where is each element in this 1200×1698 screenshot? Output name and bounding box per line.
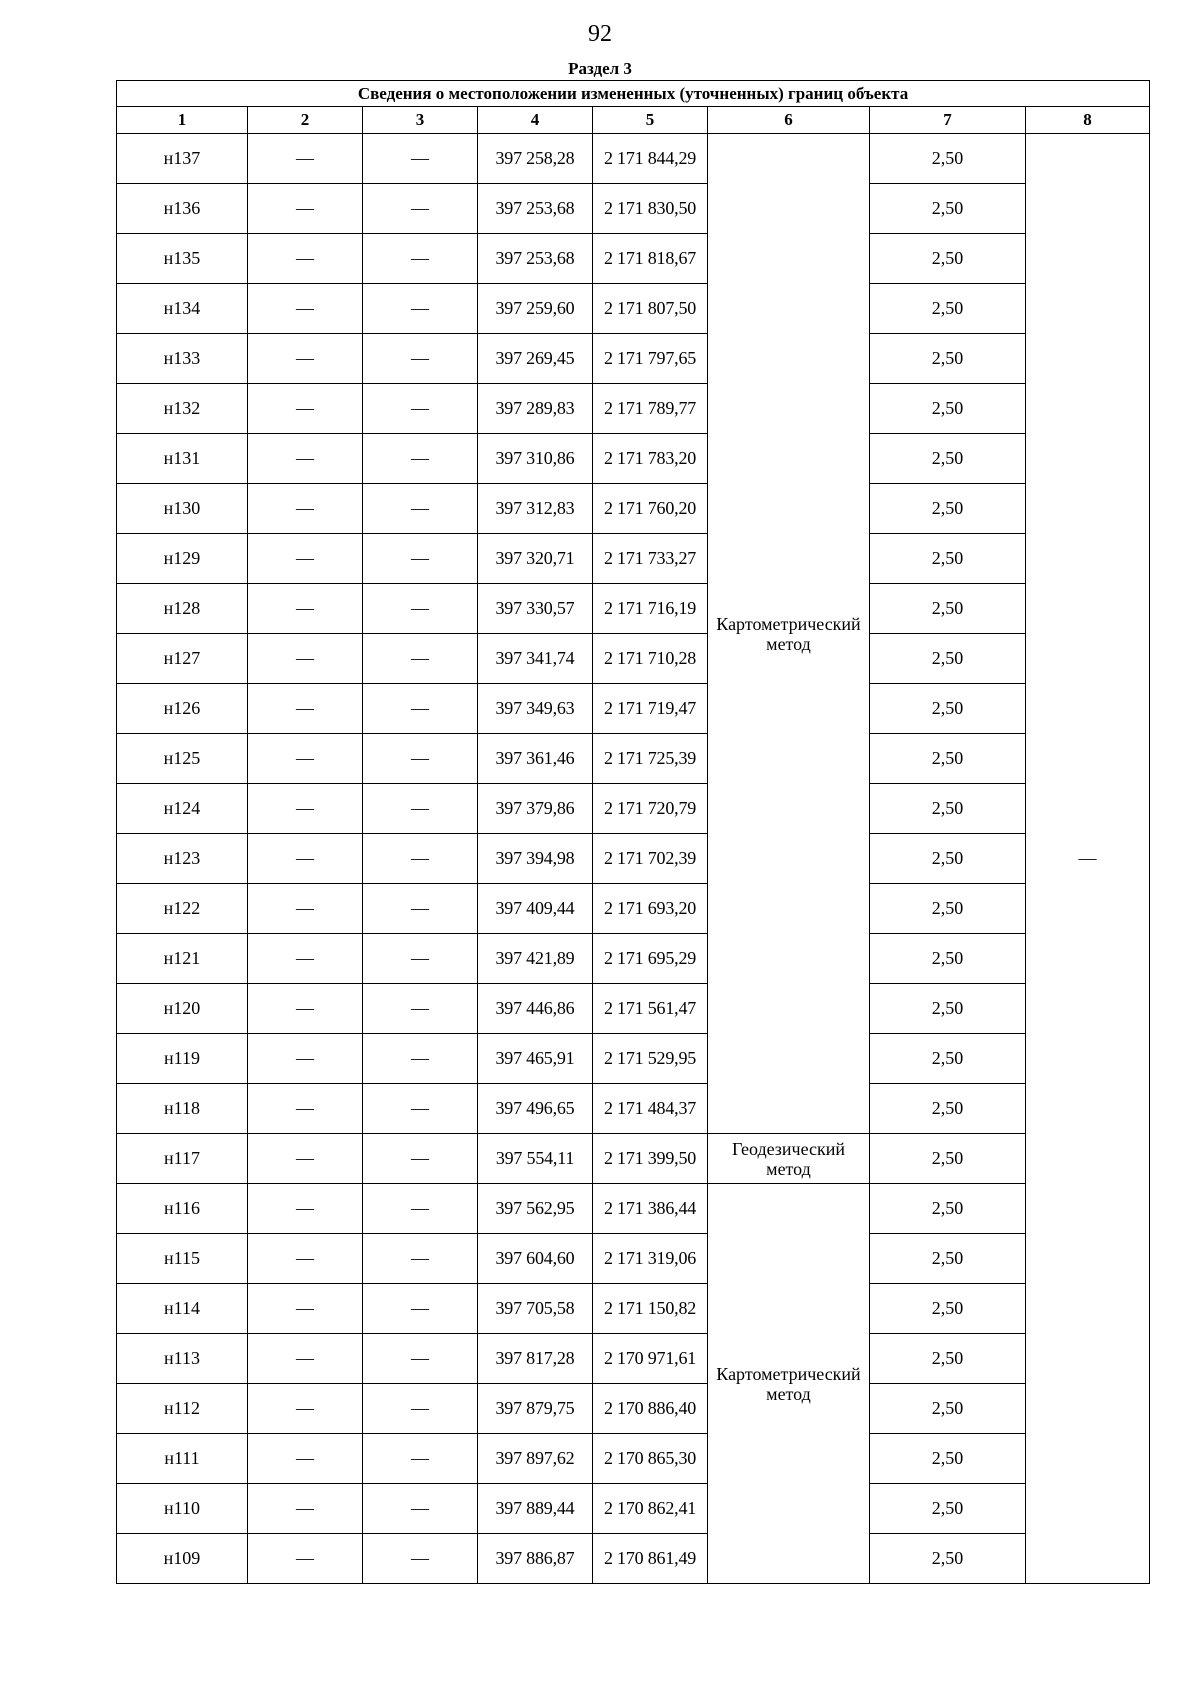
x-coordinate-cell: 397 349,63 [478, 684, 593, 734]
table-row [117, 834, 1150, 884]
accuracy-cell: 2,50 [870, 584, 1026, 634]
table-row [117, 334, 1150, 384]
column-2-cell: — [248, 934, 363, 984]
table-row [117, 384, 1150, 434]
x-coordinate-cell: 397 705,58 [478, 1284, 593, 1334]
point-number-cell: н135 [117, 234, 248, 284]
column-number: 2 [248, 107, 363, 134]
column-2-cell: — [248, 234, 363, 284]
accuracy-cell: 2,50 [870, 434, 1026, 484]
column-3-cell: — [363, 884, 478, 934]
column-2-cell: — [248, 184, 363, 234]
column-3-cell: — [363, 234, 478, 284]
accuracy-cell: 2,50 [870, 284, 1026, 334]
section-title: Раздел 3 [568, 59, 632, 78]
y-coordinate-cell: 2 171 789,77 [593, 384, 708, 434]
table-row [117, 1234, 1150, 1284]
accuracy-cell: 2,50 [870, 1534, 1026, 1584]
y-coordinate-cell: 2 171 484,37 [593, 1084, 708, 1134]
point-number-cell: н128 [117, 584, 248, 634]
column-3-cell: — [363, 334, 478, 384]
accuracy-cell: 2,50 [870, 1134, 1026, 1184]
y-coordinate-cell: 2 171 830,50 [593, 184, 708, 234]
x-coordinate-cell: 397 879,75 [478, 1384, 593, 1434]
point-number-cell: н111 [117, 1434, 248, 1484]
y-coordinate-cell: 2 171 561,47 [593, 984, 708, 1034]
column-2-cell: — [248, 334, 363, 384]
table-row [117, 134, 1150, 184]
table-row [117, 484, 1150, 534]
table-row [117, 234, 1150, 284]
column-2-cell: — [248, 1134, 363, 1184]
accuracy-cell: 2,50 [870, 1484, 1026, 1534]
point-number-cell: н113 [117, 1334, 248, 1384]
point-number-cell: н119 [117, 1034, 248, 1084]
point-number-cell: н116 [117, 1184, 248, 1234]
column-2-cell: — [248, 834, 363, 884]
accuracy-cell: 2,50 [870, 934, 1026, 984]
column-number: 4 [478, 107, 593, 134]
y-coordinate-cell: 2 171 720,79 [593, 784, 708, 834]
column-3-cell: — [363, 1484, 478, 1534]
y-coordinate-cell: 2 171 716,19 [593, 584, 708, 634]
y-coordinate-cell: 2 171 710,28 [593, 634, 708, 684]
column-3-cell: — [363, 1084, 478, 1134]
column-2-cell: — [248, 584, 363, 634]
table-row [117, 434, 1150, 484]
method-cell: Картометрический метод [708, 134, 870, 1134]
column-2-cell: — [248, 384, 363, 434]
point-number-cell: н126 [117, 684, 248, 734]
column-number: 5 [593, 107, 708, 134]
accuracy-cell: 2,50 [870, 1384, 1026, 1434]
y-coordinate-cell: 2 171 529,95 [593, 1034, 708, 1084]
column-2-cell: — [248, 284, 363, 334]
accuracy-cell: 2,50 [870, 1284, 1026, 1334]
point-number-cell: н114 [117, 1284, 248, 1334]
column-2-cell: — [248, 1534, 363, 1584]
column-3-cell: — [363, 784, 478, 834]
table-row [117, 584, 1150, 634]
table-row [117, 734, 1150, 784]
point-number-cell: н132 [117, 384, 248, 434]
y-coordinate-cell: 2 171 760,20 [593, 484, 708, 534]
x-coordinate-cell: 397 258,28 [478, 134, 593, 184]
table-row [117, 1534, 1150, 1584]
table-row [117, 684, 1150, 734]
accuracy-cell: 2,50 [870, 384, 1026, 434]
column-2-cell: — [248, 534, 363, 584]
y-coordinate-cell: 2 171 693,20 [593, 884, 708, 934]
accuracy-cell: 2,50 [870, 1034, 1026, 1084]
x-coordinate-cell: 397 253,68 [478, 184, 593, 234]
column-2-cell: — [248, 1084, 363, 1134]
x-coordinate-cell: 397 562,95 [478, 1184, 593, 1234]
y-coordinate-cell: 2 171 695,29 [593, 934, 708, 984]
column-3-cell: — [363, 834, 478, 884]
y-coordinate-cell: 2 171 150,82 [593, 1284, 708, 1334]
column-8-cell: — [1026, 134, 1150, 1584]
table-row [117, 1484, 1150, 1534]
column-3-cell: — [363, 1034, 478, 1084]
y-coordinate-cell: 2 171 319,06 [593, 1234, 708, 1284]
accuracy-cell: 2,50 [870, 984, 1026, 1034]
point-number-cell: н127 [117, 634, 248, 684]
accuracy-cell: 2,50 [870, 734, 1026, 784]
column-3-cell: — [363, 484, 478, 534]
column-3-cell: — [363, 384, 478, 434]
column-number: 7 [870, 107, 1026, 134]
y-coordinate-cell: 2 171 783,20 [593, 434, 708, 484]
point-number-cell: н136 [117, 184, 248, 234]
x-coordinate-cell: 397 817,28 [478, 1334, 593, 1384]
column-3-cell: — [363, 134, 478, 184]
x-coordinate-cell: 397 604,60 [478, 1234, 593, 1284]
x-coordinate-cell: 397 341,74 [478, 634, 593, 684]
y-coordinate-cell: 2 171 702,39 [593, 834, 708, 884]
point-number-cell: н134 [117, 284, 248, 334]
x-coordinate-cell: 397 446,86 [478, 984, 593, 1034]
x-coordinate-cell: 397 554,11 [478, 1134, 593, 1184]
x-coordinate-cell: 397 379,86 [478, 784, 593, 834]
x-coordinate-cell: 397 897,62 [478, 1434, 593, 1484]
x-coordinate-cell: 397 310,86 [478, 434, 593, 484]
table-row [117, 934, 1150, 984]
point-number-cell: н118 [117, 1084, 248, 1134]
column-3-cell: — [363, 1334, 478, 1384]
column-2-cell: — [248, 1434, 363, 1484]
column-2-cell: — [248, 1034, 363, 1084]
column-2-cell: — [248, 434, 363, 484]
accuracy-cell: 2,50 [870, 784, 1026, 834]
point-number-cell: н121 [117, 934, 248, 984]
column-number-row [117, 107, 1150, 134]
column-2-cell: — [248, 1384, 363, 1434]
page-number: 92 [588, 21, 612, 47]
accuracy-cell: 2,50 [870, 834, 1026, 884]
column-2-cell: — [248, 734, 363, 784]
accuracy-cell: 2,50 [870, 1434, 1026, 1484]
column-2-cell: — [248, 1484, 363, 1534]
column-2-cell: — [248, 1234, 363, 1284]
point-number-cell: н115 [117, 1234, 248, 1284]
column-3-cell: — [363, 634, 478, 684]
column-3-cell: — [363, 184, 478, 234]
column-number: 1 [117, 107, 248, 134]
x-coordinate-cell: 397 886,87 [478, 1534, 593, 1584]
point-number-cell: н123 [117, 834, 248, 884]
y-coordinate-cell: 2 170 861,49 [593, 1534, 708, 1584]
column-2-cell: — [248, 884, 363, 934]
point-number-cell: н122 [117, 884, 248, 934]
column-3-cell: — [363, 934, 478, 984]
accuracy-cell: 2,50 [870, 184, 1026, 234]
accuracy-cell: 2,50 [870, 1084, 1026, 1134]
point-number-cell: н125 [117, 734, 248, 784]
y-coordinate-cell: 2 171 818,67 [593, 234, 708, 284]
accuracy-cell: 2,50 [870, 484, 1026, 534]
column-number: 3 [363, 107, 478, 134]
column-3-cell: — [363, 1234, 478, 1284]
accuracy-cell: 2,50 [870, 884, 1026, 934]
column-3-cell: — [363, 984, 478, 1034]
point-number-cell: н137 [117, 134, 248, 184]
y-coordinate-cell: 2 171 733,27 [593, 534, 708, 584]
table-row [117, 1384, 1150, 1434]
y-coordinate-cell: 2 171 719,47 [593, 684, 708, 734]
table-row [117, 1084, 1150, 1134]
point-number-cell: н117 [117, 1134, 248, 1184]
coordinates-table [116, 80, 1150, 1584]
point-number-cell: н129 [117, 534, 248, 584]
column-3-cell: — [363, 584, 478, 634]
table-row [117, 1334, 1150, 1384]
column-2-cell: — [248, 134, 363, 184]
column-3-cell: — [363, 734, 478, 784]
point-number-cell: н131 [117, 434, 248, 484]
column-2-cell: — [248, 484, 363, 534]
point-number-cell: н109 [117, 1534, 248, 1584]
y-coordinate-cell: 2 170 862,41 [593, 1484, 708, 1534]
column-3-cell: — [363, 1184, 478, 1234]
column-2-cell: — [248, 1284, 363, 1334]
column-3-cell: — [363, 1284, 478, 1334]
y-coordinate-cell: 2 171 386,44 [593, 1184, 708, 1234]
column-3-cell: — [363, 1384, 478, 1434]
accuracy-cell: 2,50 [870, 1184, 1026, 1234]
accuracy-cell: 2,50 [870, 1334, 1026, 1384]
method-cell: Картометрический метод [708, 1184, 870, 1584]
table-row [117, 984, 1150, 1034]
column-3-cell: — [363, 1434, 478, 1484]
point-number-cell: н120 [117, 984, 248, 1034]
accuracy-cell: 2,50 [870, 534, 1026, 584]
x-coordinate-cell: 397 889,44 [478, 1484, 593, 1534]
column-3-cell: — [363, 434, 478, 484]
column-3-cell: — [363, 534, 478, 584]
table-row [117, 784, 1150, 834]
x-coordinate-cell: 397 289,83 [478, 384, 593, 434]
column-3-cell: — [363, 284, 478, 334]
x-coordinate-cell: 397 269,45 [478, 334, 593, 384]
x-coordinate-cell: 397 394,98 [478, 834, 593, 884]
x-coordinate-cell: 397 320,71 [478, 534, 593, 584]
accuracy-cell: 2,50 [870, 334, 1026, 384]
table-row [117, 1034, 1150, 1084]
table-body [117, 134, 1150, 1584]
y-coordinate-cell: 2 170 865,30 [593, 1434, 708, 1484]
accuracy-cell: 2,50 [870, 234, 1026, 284]
method-cell: Геодезический метод [708, 1134, 870, 1184]
table-row [117, 184, 1150, 234]
x-coordinate-cell: 397 330,57 [478, 584, 593, 634]
table-row [117, 1184, 1150, 1234]
column-2-cell: — [248, 684, 363, 734]
y-coordinate-cell: 2 171 807,50 [593, 284, 708, 334]
table-row [117, 1134, 1150, 1184]
accuracy-cell: 2,50 [870, 1234, 1026, 1284]
y-coordinate-cell: 2 170 971,61 [593, 1334, 708, 1384]
x-coordinate-cell: 397 312,83 [478, 484, 593, 534]
point-number-cell: н110 [117, 1484, 248, 1534]
table-row [117, 1434, 1150, 1484]
column-2-cell: — [248, 984, 363, 1034]
x-coordinate-cell: 397 259,60 [478, 284, 593, 334]
table-row [117, 284, 1150, 334]
y-coordinate-cell: 2 171 844,29 [593, 134, 708, 184]
column-number: 6 [708, 107, 870, 134]
column-3-cell: — [363, 1534, 478, 1584]
point-number-cell: н124 [117, 784, 248, 834]
column-number: 8 [1026, 107, 1150, 134]
x-coordinate-cell: 397 253,68 [478, 234, 593, 284]
x-coordinate-cell: 397 361,46 [478, 734, 593, 784]
column-3-cell: — [363, 1134, 478, 1184]
x-coordinate-cell: 397 409,44 [478, 884, 593, 934]
accuracy-cell: 2,50 [870, 634, 1026, 684]
table-row [117, 534, 1150, 584]
column-2-cell: — [248, 784, 363, 834]
y-coordinate-cell: 2 170 886,40 [593, 1384, 708, 1434]
table-row [117, 884, 1150, 934]
table-row [117, 1284, 1150, 1334]
accuracy-cell: 2,50 [870, 684, 1026, 734]
column-2-cell: — [248, 634, 363, 684]
table-caption: Сведения о местоположении измененных (уточненных) границ объекта [117, 81, 1150, 107]
point-number-cell: н112 [117, 1384, 248, 1434]
x-coordinate-cell: 397 465,91 [478, 1034, 593, 1084]
point-number-cell: н130 [117, 484, 248, 534]
x-coordinate-cell: 397 496,65 [478, 1084, 593, 1134]
column-3-cell: — [363, 684, 478, 734]
column-2-cell: — [248, 1184, 363, 1234]
y-coordinate-cell: 2 171 725,39 [593, 734, 708, 784]
column-2-cell: — [248, 1334, 363, 1384]
accuracy-cell: 2,50 [870, 134, 1026, 184]
point-number-cell: н133 [117, 334, 248, 384]
table-row [117, 634, 1150, 684]
y-coordinate-cell: 2 171 399,50 [593, 1134, 708, 1184]
y-coordinate-cell: 2 171 797,65 [593, 334, 708, 384]
x-coordinate-cell: 397 421,89 [478, 934, 593, 984]
